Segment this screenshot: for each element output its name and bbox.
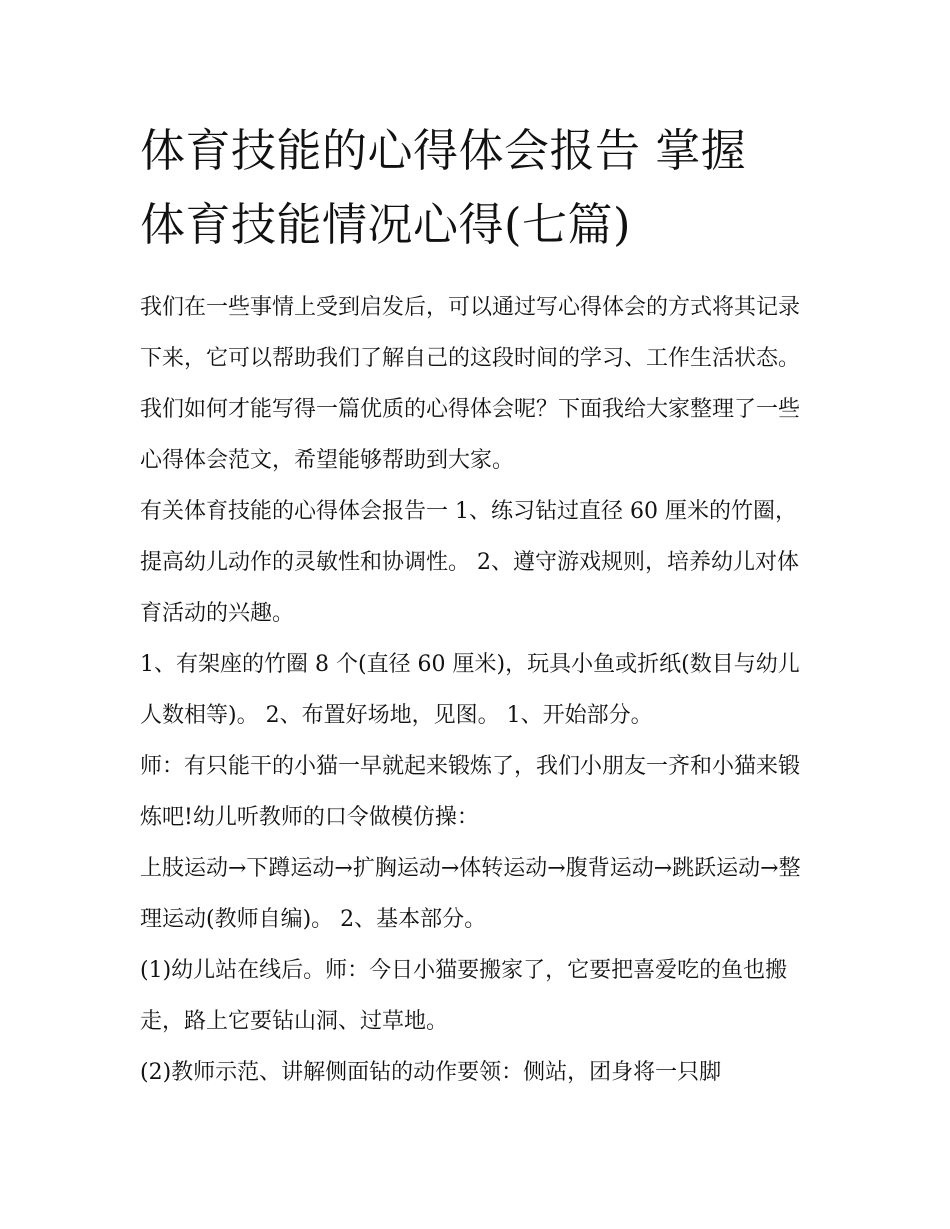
report-one-objectives-paragraph: 有关体育技能的心得体会报告一 1、练习钻过直径 60 厘米的竹圈，提高幼儿动作的灵敏性和协调性。 2、遵守游戏规则，培养幼儿对体育活动的兴趣。 <box>140 499 799 626</box>
title-line: 体育技能情况心得(七篇) <box>140 198 632 251</box>
document-title <box>140 114 812 262</box>
document-body <box>140 114 812 1098</box>
materials-paragraph: 1、有架座的竹圈 8 个(直径 60 厘米)，玩具小鱼或折纸(数目与幼儿人数相等)。 2、布置好场地，见图。 1、开始部分。 <box>140 652 800 728</box>
exercise-sequence-paragraph: 上肢运动→下蹲运动→扩胸运动→体转运动→腹背运动→跳跃运动→整理运动(教师自编)。 2、基本部分。 <box>140 856 801 932</box>
title-line: 体育技能的心得体会报告 掌握 <box>140 124 747 177</box>
teacher-dialogue-paragraph: 师：有只能干的小猫一早就起来锻炼了，我们小朋友一齐和小猫来锻炼吧!幼儿听教师的口令做模仿操： <box>140 754 801 830</box>
step-two-paragraph: (2)教师示范、讲解侧面钻的动作要领：侧站，团身将一只脚 <box>140 1060 722 1085</box>
step-one-paragraph: (1)幼儿站在线后。师：今日小猫要搬家了，它要把喜爱吃的鱼也搬走，路上它要钻山洞、过草地。 <box>140 958 788 1034</box>
intro-paragraph: 我们在一些事情上受到启发后，可以通过写心得体会的方式将其记录下来，它可以帮助我们了解自己的这段时间的学习、工作生活状态。我们如何才能写得一篇优质的心得体会呢？下面我给大家整理了一些心得体会范文，希望能够帮助到大家。 <box>140 295 801 473</box>
